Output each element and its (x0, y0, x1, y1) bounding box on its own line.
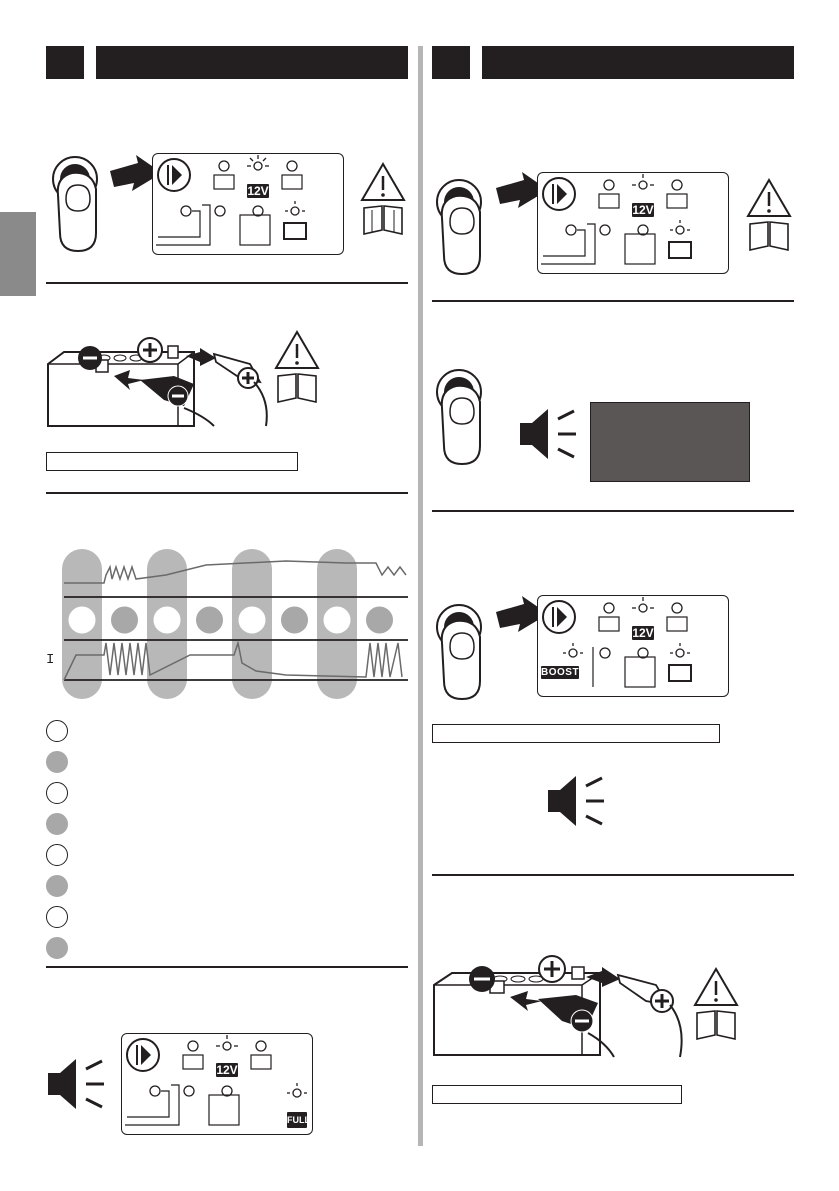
phase-marker (112, 607, 138, 633)
legend-marker (46, 720, 68, 742)
led-12v-label: 12V (216, 1063, 238, 1077)
panel-boost-graphics (537, 595, 729, 697)
finger-press-icon (434, 603, 494, 713)
battery-clamps-illustration (44, 330, 274, 430)
section-rule (432, 510, 794, 512)
legend-marker (46, 844, 68, 866)
led-boost-label: BOOST (541, 667, 580, 678)
legend-marker (46, 937, 68, 959)
section-rule (432, 300, 794, 302)
section-rule (46, 282, 408, 284)
charge-curve-chart (46, 545, 408, 700)
panel-1-graphics (152, 153, 344, 255)
section-header-left (96, 46, 408, 79)
warning-manual-icon (274, 328, 320, 404)
finger-press-icon (434, 178, 494, 288)
led-12v-label: 12V (632, 203, 654, 217)
panel-full-graphics (121, 1033, 313, 1135)
section-rule (432, 874, 794, 876)
section-number-right (432, 46, 470, 79)
phase-marker (154, 607, 180, 633)
phase-marker (197, 607, 223, 633)
legend-marker (46, 782, 68, 804)
legend-marker (46, 906, 68, 928)
finger-press-icon (434, 368, 494, 478)
phase-marker (282, 607, 308, 633)
caption-box (432, 724, 720, 743)
panel-2-graphics (537, 172, 729, 274)
legend-marker (46, 813, 68, 835)
section-rule (46, 966, 408, 968)
phase-marker (239, 607, 265, 633)
warning-manual-icon (360, 160, 406, 236)
language-side-tab (0, 212, 36, 296)
legend-marker (46, 751, 68, 773)
speaker-beep-icon (46, 1055, 108, 1113)
led-full-label: FULL (287, 1112, 307, 1128)
warning-manual-icon (693, 965, 739, 1041)
current-axis-label: I (46, 652, 55, 668)
caption-box (46, 452, 298, 471)
section-header-right (482, 46, 794, 79)
caption-box (432, 1085, 682, 1104)
section-rule (46, 492, 408, 494)
phase-marker (69, 607, 95, 633)
legend-marker (46, 875, 68, 897)
info-screen (590, 402, 750, 482)
led-12v-label: 12V (632, 626, 654, 640)
battery-clamps-illustration (430, 955, 690, 1060)
section-number-left (46, 46, 84, 79)
warning-manual-icon (746, 176, 792, 252)
speaker-beep-icon (518, 405, 580, 463)
phase-marker (367, 607, 393, 633)
speaker-beep-icon (546, 772, 608, 830)
led-12v-label: 12V (247, 184, 269, 198)
finger-press-icon (50, 155, 110, 265)
column-divider (418, 46, 423, 1146)
phase-marker (324, 607, 350, 633)
